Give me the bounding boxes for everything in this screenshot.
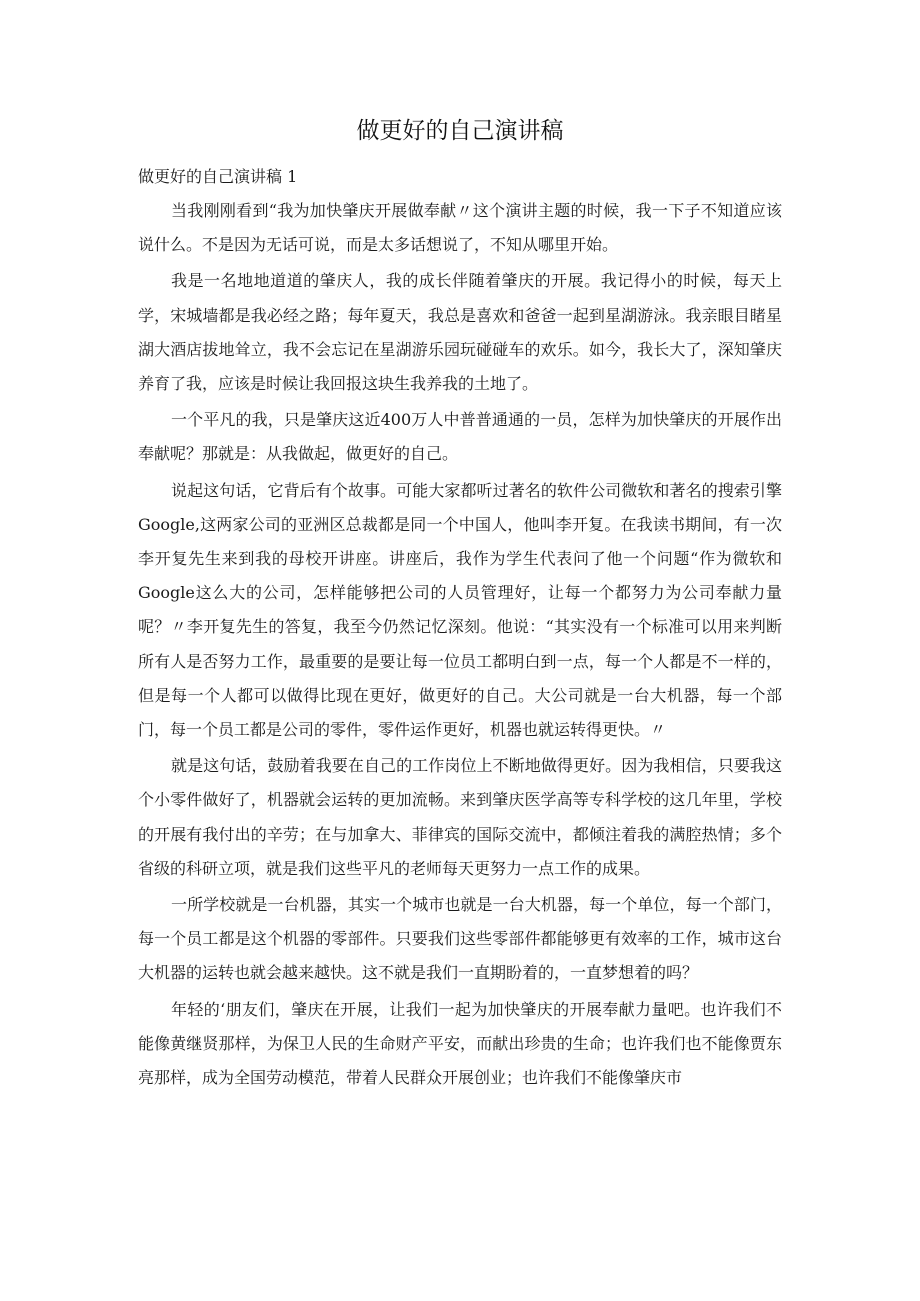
paragraph: 一所学校就是一台机器，其实一个城市也就是一台大机器，每一个单位，每一个部门，每一个员工都是这个机器的零部件。只要我们这些零部件都能够更有效率的工作，城市这台大机器的运转也就会越来越快。这不就是我们一直期盼着的，一直梦想着的吗？	[138, 895, 782, 983]
paragraph: 就是这句话，鼓励着我要在自己的工作岗位上不断地做得更好。因为我相信，只要我这个小零件做好了，机器就会运转的更加流畅。来到肇庆医学高等专科学校的这几年里，学校的开展有我付出的辛劳；在与加拿大、菲律宾的国际交流中，都倾注着我的满腔热情；多个省级的科研立项，就是我们这些平凡的老师每天更努力一点工作的成果。	[138, 756, 782, 878]
document-body	[138, 160, 782, 1097]
paragraph: 当我刚刚看到“我为加快肇庆开展做奉献〃这个演讲主题的时候，我一下子不知道应该说什么。不是因为无话可说，而是太多话想说了，不知从哪里开始。	[138, 201, 782, 255]
paragraph: 一个平凡的我，只是肇庆这近400万人中普普通通的一员，怎样为加快肇庆的开展作出奉献呢？那就是：从我做起，做更好的自己。	[138, 410, 782, 464]
paragraph: 说起这句话，它背后有个故事。可能大家都听过著名的软件公司微软和著名的搜索引擎Google,这两家公司的亚洲区总裁都是同一个中国人，他叫李开复。在我读书期间，有一次李开复先生来到我的母校开讲座。讲座后，我作为学生代表问了他一个问题“作为微软和Google这么大的公司，怎样能够把公司的人员管理好，让每一个都努力为公司奉献力量呢？〃李开复先生的答复，我至今仍然记忆深刻。他说：“其实没有一个标准可以用来判断所有人是否努力工作，最重要的是要让每一位员工都明白到一点，每一个人都是不一样的，但是每一个人都可以做得比现在更好，做更好的自己。大公司就是一台大机器，每一个部门，每一个员工都是公司的零件，零件运作更好，机器也就运转得更快。〃	[138, 480, 782, 740]
paragraph: 我是一名地地道道的肇庆人，我的成长伴随着肇庆的开展。我记得小的时候，每天上学，宋城墙都是我必经之路；每年夏天，我总是喜欢和爸爸一起到星湖游泳。我亲眼目睹星湖大酒店拔地耸立，我不会忘记在星湖游乐园玩碰碰车的欢乐。如今，我长大了，深知肇庆养育了我，应该是时候让我回报这块生我养我的土地了。	[138, 271, 782, 394]
section-subtitle: 做更好的自己演讲稿 1	[138, 167, 298, 186]
paragraph: 年轻的‘朋友们，肇庆在开展，让我们一起为加快肇庆的开展奉献力量吧。也许我们不能像黄继贤那样，为保卫人民的生命财产平安，而献出珍贵的生命；也许我们也不能像贾东亮那样，成为全国劳动模范，带着人民群众开展创业；也许我们不能像肇庆市	[138, 999, 782, 1088]
document-title: 做更好的自己演讲稿	[356, 118, 564, 144]
